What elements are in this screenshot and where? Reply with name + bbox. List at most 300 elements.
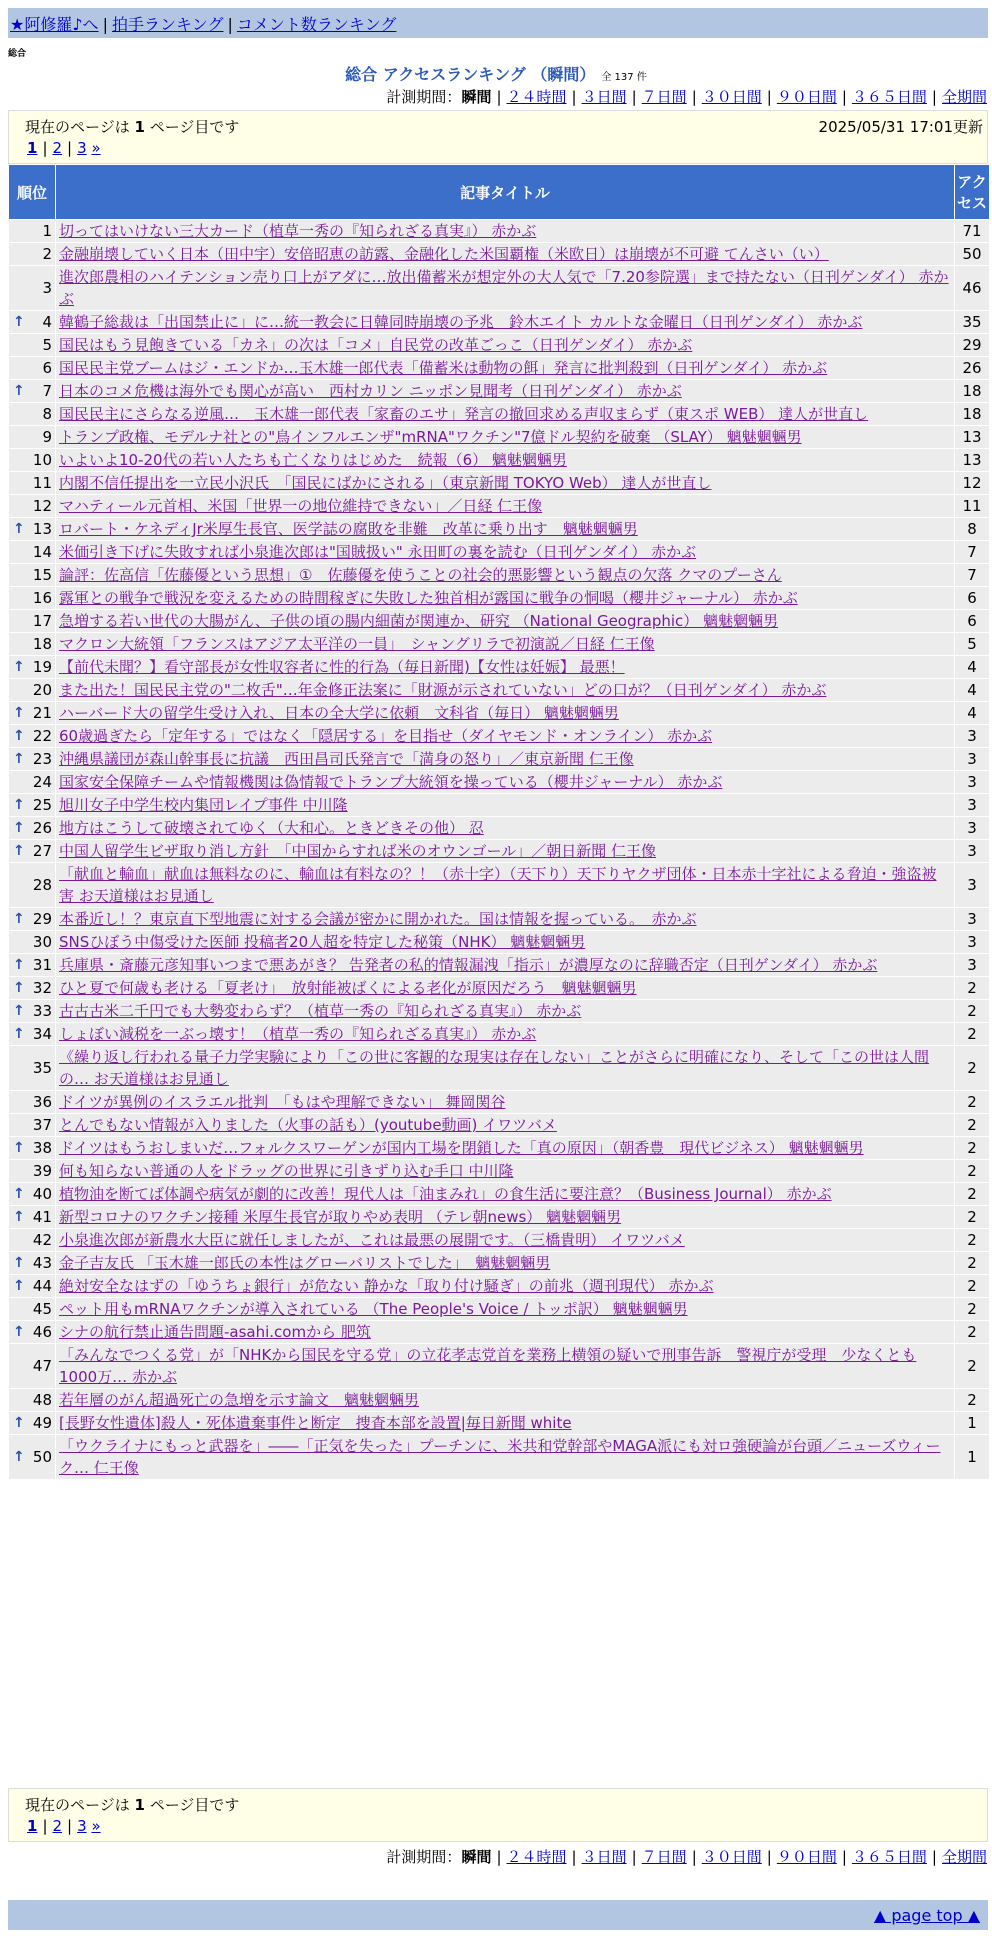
table-row [9,794,989,816]
rank-number: 13 [32,520,52,538]
rank-number: 3 [42,279,52,297]
period-link-0[interactable]: ２４時間 [506,88,567,106]
title-cell [56,702,954,724]
page-link-3[interactable]: 3 [77,139,87,157]
article-link[interactable]: 旭川女子中学生校内集団レイプ事件 中川隆 [59,796,348,814]
table-row [9,840,989,862]
rank-number: 41 [32,1208,52,1226]
rank-cell [9,1252,55,1274]
rank-number: 10 [32,451,52,469]
table-row [9,1114,989,1136]
article-link[interactable]: トランプ政権、モデルナ社との"鳥インフルエンザ"mRNA"ワクチン"7億ドル契約を破棄 （SLAY） 魑魅魍魎男 [59,428,802,446]
page-title [0,62,992,85]
rank-up-icon: ↑ [13,1255,25,1271]
title-cell [56,633,954,655]
rank-cell [9,403,55,425]
article-link[interactable]: 露軍との戦争で戦況を変えるための時間稼ぎに失敗した独首相が露国に戦争の恫喝（櫻井ジャーナル） 赤かぶ [59,589,798,607]
rank-up-icon: ↑ [13,843,25,859]
rank-cell [9,954,55,976]
article-link[interactable]: 米価引き下げに失敗すれば小泉進次郎は"国賊扱い" 永田町の裏を読む（日刊ゲンダイ） 赤かぶ [59,543,697,561]
rank-cell [9,472,55,494]
rank-cell [9,495,55,517]
article-link[interactable]: ドイツはもうおしまいだ…フォルクスワーゲンが国内工場を閉鎖した「真の原因」（朝香豊 現代ビジネス） 魑魅魍魎男 [59,1139,864,1157]
table-row [9,954,989,976]
comment-ranking-link[interactable]: コメント数ランキング [236,15,397,34]
rank-cell [9,840,55,862]
title-cell [56,977,954,999]
table-row [9,1435,989,1479]
rank-number: 14 [32,543,52,561]
title-cell [56,748,954,770]
rank-cell [9,587,55,609]
rank-number: 33 [32,1002,52,1020]
rank-cell [9,1206,55,1228]
rank-up-icon: ↑ [13,521,25,537]
rank-up-icon: ↑ [13,314,25,330]
article-link[interactable]: 中国人留学生ビザ取り消し方針 「中国からすれば米のオウンゴール」／朝日新聞 仁王像 [59,842,656,860]
article-link[interactable]: 日本のコメ危機は海外でも関心が高い 西村カリン ニッポン見聞考（日刊ゲンダイ） 赤かぶ [59,382,682,400]
access-count: 2 [955,1046,989,1090]
rank-up-icon: ↑ [13,1278,25,1294]
article-link[interactable]: 60歳過ぎたら「定年する」ではなく「隠居する」を目指せ（ダイヤモンド・オンライン） 赤かぶ [59,727,713,745]
title-cell [56,1137,954,1159]
table-row [9,495,989,517]
bottom-bar [8,1900,988,1930]
next-page-link[interactable]: » [91,1817,101,1835]
article-link[interactable]: マクロン大統領「フランスはアジア太平洋の一員」 シャングリラで初演説／日経 仁王像 [59,635,655,653]
period-separator: | [841,1848,847,1866]
rank-number: 21 [32,704,52,722]
title-cell [56,1206,954,1228]
table-row [9,1252,989,1274]
title-cell [56,908,954,930]
rank-cell [9,357,55,379]
title-cell [56,266,954,310]
access-count: 2 [955,1229,989,1251]
period-separator: | [931,88,937,106]
period-separator: | [691,88,697,106]
article-link[interactable]: 進次郎農相のハイテンション売り口上がアダに…放出備蓄米が想定外の大人気で「7.20参院選」まで持たない（日刊ゲンダイ） 赤かぶ [59,268,949,308]
title-cell [56,1275,954,1297]
rank-up-icon: ↑ [13,705,25,721]
title-cell [56,610,954,632]
title-cell [56,1252,954,1274]
title-cell [56,817,954,839]
article-link[interactable]: マハティール元首相、米国「世界一の地位維持できない」／日経 仁王像 [59,497,543,515]
rank-number: 9 [42,428,52,446]
title-cell [56,380,954,402]
rank-cell [9,1183,55,1205]
clap-ranking-link[interactable]: 拍手ランキング [111,15,224,34]
access-count: 2 [955,1183,989,1205]
title-cell [56,1298,954,1320]
table-row [9,426,989,448]
access-count: 2 [955,1000,989,1022]
table-row [9,357,989,379]
period-selector-bottom [386,1846,987,1867]
period-link-3[interactable]: ３０日間 [701,1848,762,1866]
title-cell [56,472,954,494]
page-link-2[interactable]: 2 [52,139,63,157]
table-row [9,610,989,632]
table-row [9,656,989,678]
title-cell [56,311,954,333]
table-row [9,1023,989,1045]
table-row [9,1412,989,1434]
access-count: 4 [955,679,989,701]
table-row [9,1344,989,1388]
rank-up-icon: ↑ [13,820,25,836]
title-cell [56,541,954,563]
rank-number: 30 [32,933,52,951]
article-link[interactable]: 「献血と輸血」献血は無料なのに、輸血は有料なの？！（赤十字）（天下り）天下りヤクザ団体・日本赤十字社による脅迫・強盗被害 お天道様はお見通し [59,865,937,905]
ranking-table [8,164,990,1480]
rank-cell [9,1160,55,1182]
article-link[interactable]: 《繰り返し行われる量子力学実験により「この世に客観的な現実は存在しない」ことがさらに明確になり、そして「この世は人間の… お天道様はお見通し [59,1048,930,1088]
access-count: 2 [955,1023,989,1045]
rank-up-icon: ↑ [13,1209,25,1225]
period-separator: | [766,88,772,106]
page-info-number: 1 [134,118,145,136]
rank-cell [9,564,55,586]
period-selector-top [386,86,987,107]
article-link[interactable]: 論評：佐高信「佐藤優という思想」① 佐藤優を使うことの社会的悪影響という観点の欠落 クマのプーさん [59,566,782,584]
page-info-prefix: 現在のページは [25,1796,130,1814]
rank-cell [9,908,55,930]
rank-cell [9,1412,55,1434]
rank-cell [9,541,55,563]
access-count: 12 [955,472,989,494]
table-row [9,403,989,425]
article-link[interactable]: 金融崩壊していく日本（田中宇）安倍昭恵の訪露、金融化した米国覇権（米欧日）は崩壊が不可避 てんさい（い） [59,245,829,263]
article-link[interactable]: 国民はもう見飽きている「カネ」の次は「コメ」自民党の改革ごっこ（日刊ゲンダイ） 赤かぶ [59,336,693,354]
access-count: 7 [955,541,989,563]
article-link[interactable]: 沖縄県議団が森山幹事長に抗議 西田昌司氏発言で「満身の怒り」／東京新聞 仁王像 [59,750,634,768]
rank-up-icon: ↑ [13,659,25,675]
table-row [9,725,989,747]
article-link[interactable]: ひと夏で何歳も老ける「夏老け」 放射能被ばくによる老化が原因だろう 魑魅魍魎男 [59,979,637,997]
article-link[interactable]: 何も知らない普通の人をドラッグの世界に引きずり込む手口 中川隆 [59,1162,514,1180]
access-count: 2 [955,1298,989,1320]
rank-cell [9,725,55,747]
article-link[interactable]: 内閣不信任提出を一立民小沢氏 「国民にばかにされる」（東京新聞 TOKYO Web） 達人が世直し [59,474,712,492]
table-row [9,518,989,540]
title-cell [56,679,954,701]
period-label: 計測期間： [386,88,462,106]
article-link[interactable]: 地方はこうして破壊されてゆく（大和心。ときどきその他） 忍 [59,819,484,837]
period-separator: | [496,1848,502,1866]
page-link-1[interactable]: 1 [27,139,38,157]
article-link[interactable]: シナの航行禁止通告問題-asahi.comから 肥筑 [59,1323,371,1341]
table-row [9,1046,989,1090]
period-link-1[interactable]: ３日間 [581,88,627,106]
period-separator: | [631,88,637,106]
rank-cell [9,1344,55,1388]
table-row [9,1183,989,1205]
rank-number: 20 [32,681,52,699]
period-link-2[interactable]: ７日間 [641,88,687,106]
rank-up-icon: ↑ [13,1140,25,1156]
access-count: 6 [955,587,989,609]
rank-cell [9,1435,55,1479]
period-link-6[interactable]: 全期間 [941,88,987,106]
rank-cell [9,380,55,402]
table-row [9,449,989,471]
rank-number: 35 [32,1059,52,1077]
title-cell [56,403,954,425]
period-link-4[interactable]: ９０日間 [776,1848,837,1866]
rank-up-icon: ↑ [13,1003,25,1019]
rank-up-icon: ↑ [13,751,25,767]
period-link-5[interactable]: ３６５日間 [851,1848,927,1866]
access-count: 6 [955,610,989,632]
title-cell [56,771,954,793]
rank-up-icon: ↑ [13,1186,25,1202]
rank-cell [9,633,55,655]
page-links [27,1817,101,1835]
updated-time: 2025/05/31 17:01更新 [818,118,983,136]
rank-cell [9,931,55,953]
period-link-0[interactable]: ２４時間 [506,1848,567,1866]
period-link-1[interactable]: ３日間 [581,1848,627,1866]
access-count: 3 [955,725,989,747]
period-separator: | [931,1848,937,1866]
rank-up-icon: ↑ [13,797,25,813]
access-count: 2 [955,1137,989,1159]
period-link-6[interactable]: 全期間 [941,1848,987,1866]
table-row [9,817,989,839]
period-separator: | [691,1848,697,1866]
access-count: 46 [955,266,989,310]
rank-up-icon: ↑ [13,1415,25,1431]
page-link-3[interactable]: 3 [77,1817,87,1835]
article-link[interactable]: 古古古米二千円でも大勢変わらず？（植草一秀の『知られざる真実』） 赤かぶ [59,1002,582,1020]
period-link-5[interactable]: ３６５日間 [851,88,927,106]
rank-number: 15 [32,566,52,584]
rank-cell [9,518,55,540]
access-count: 2 [955,1114,989,1136]
table-row [9,266,989,310]
rank-number: 16 [32,589,52,607]
col-rank-header: 順位 [9,165,55,219]
article-link[interactable]: 切ってはいけない三大カード（植草一秀の『知られざる真実』） 赤かぶ [59,222,537,240]
rank-number: 24 [32,773,52,791]
period-link-2[interactable]: ７日間 [641,1848,687,1866]
page-link-1[interactable]: 1 [27,1817,38,1835]
title-cell [56,1183,954,1205]
article-link[interactable]: ロバート・ケネディJr米厚生長官、医学誌の腐敗を非難 改革に乗り出す 魑魅魍魎男 [59,520,638,538]
table-header-row [9,165,989,219]
rank-number: 49 [32,1414,52,1432]
rank-cell [9,1137,55,1159]
table-row [9,1298,989,1320]
table-row [9,220,989,242]
page-info-number: 1 [134,1796,145,1814]
title-cell [56,426,954,448]
table-row [9,587,989,609]
table-row [9,1229,989,1251]
page-info-suffix: ページ目です [149,1796,240,1814]
article-link[interactable]: 急増する若い世代の大腸がん、子供の頃の腸内細菌が関連か、研究 （National Geographic） 魑魅魍魎男 [59,612,779,630]
article-link[interactable]: 小泉進次郎が新農水大臣に就任しましたが、これは最悪の展開です。（三橋貴明） イワツバメ [59,1231,685,1249]
rank-up-icon: ↑ [13,728,25,744]
article-link[interactable]: とんでもない情報が入りました（火事の話も）(youtube動画) イワツバメ [59,1116,557,1134]
article-link[interactable]: 「ウクライナにもっと武器を」――「正気を失った」プーチンに、米共和党幹部やMAGA派にも対ロ強硬論が台頭／ニューズウィーク… 仁王像 [59,1437,941,1477]
period-separator: | [571,1848,577,1866]
rank-cell [9,449,55,471]
rank-cell [9,748,55,770]
page-separator: | [67,139,73,157]
next-page-link[interactable]: » [91,139,101,157]
table-row [9,472,989,494]
rank-number: 5 [42,336,52,354]
rank-number: 4 [42,313,52,331]
rank-number: 48 [32,1391,52,1409]
article-link[interactable]: 国家安全保障チームや情報機関は偽情報でトランプ大統領を操っている（櫻井ジャーナル） 赤かぶ [59,773,723,791]
article-link[interactable]: [長野女性遺体]殺人・死体遺棄事件と断定 捜査本部を設置|毎日新聞 white [59,1414,572,1432]
rank-up-icon: ↑ [13,383,25,399]
rank-number: 37 [32,1116,52,1134]
page-title-text: 総合 アクセスランキング （瞬間） [345,65,596,84]
table-row [9,243,989,265]
article-link[interactable]: 兵庫県・斎藤元彦知事いつまで悪あがき？ 告発者の私的情報漏洩「指示」が濃厚なのに辞職否定（日刊ゲンダイ） 赤かぶ [59,956,878,974]
title-cell [56,1114,954,1136]
rank-number: 25 [32,796,52,814]
rank-number: 8 [42,405,52,423]
period-separator: | [631,1848,637,1866]
access-count: 1 [955,1435,989,1479]
article-link[interactable]: ペット用もmRNAワクチンが導入されている （The People's Voice / トッポ訳） 魑魅魍魎男 [59,1300,688,1318]
title-cell [56,334,954,356]
rank-number: 26 [32,819,52,837]
title-cell [56,1023,954,1045]
rank-cell [9,243,55,265]
access-count: 3 [955,794,989,816]
rank-cell [9,266,55,310]
title-cell [56,243,954,265]
article-link[interactable]: 本番近し！？東京直下型地震に対する会議が密かに開かれた。国は情報を握っている。 赤かぶ [59,910,697,928]
rank-cell [9,977,55,999]
article-link[interactable]: 植物油を断てば体調や病気が劇的に改善！現代人は「油まみれ」の食生活に要注意？（Business Journal） 赤かぶ [59,1185,832,1203]
section-label: 総合 [8,49,27,59]
table-row [9,1137,989,1159]
access-count: 3 [955,863,989,907]
article-link[interactable]: 国民民主党ブームはジ・エンドか…玉木雄一郎代表「備蓄米は動物の餌」発言に批判殺到（日刊ゲンダイ） 赤かぶ [59,359,828,377]
article-link[interactable]: 「みんなでつくる党」が「NHKから国民を守る党」の立花孝志党首を業務上横領の疑いで刑事告訴 警視庁が受理 少なくとも1000万… 赤かぶ [59,1346,917,1386]
rank-number: 32 [32,979,52,997]
rank-cell [9,656,55,678]
rank-number: 38 [32,1139,52,1157]
title-cell [56,220,954,242]
page-info-prefix: 現在のページは [25,118,130,136]
rank-cell [9,1000,55,1022]
access-count: 5 [955,633,989,655]
article-link[interactable]: 【前代未聞？】看守部長が女性収容者に性的行為（毎日新聞)【女性は妊娠】 最悪！ [59,658,625,676]
article-link[interactable]: ドイツが異例のイスラエル批判 「もはや理解できない」 舞岡関谷 [59,1093,506,1111]
table-row [9,748,989,770]
table-row [9,679,989,701]
title-cell [56,1046,954,1090]
rank-cell [9,1114,55,1136]
rank-cell [9,334,55,356]
period-label: 計測期間： [386,1848,462,1866]
access-count: 8 [955,518,989,540]
table-row [9,1160,989,1182]
table-row [9,1206,989,1228]
period-link-4[interactable]: ９０日間 [776,88,837,106]
article-link[interactable]: ハーバード大の留学生受け入れ、日本の全大学に依頼 文科省（毎日） 魑魅魍魎男 [59,704,619,722]
pager-bottom [8,1788,988,1842]
period-separator: | [496,88,502,106]
article-link[interactable]: 若年層のがん超過死亡の急増を示す論文 魑魅魍魎男 [59,1391,420,1409]
page-top-link[interactable]: ▲ page top ▲ [873,1906,980,1925]
rank-number: 43 [32,1254,52,1272]
rank-number: 42 [32,1231,52,1249]
article-link[interactable]: 絶対安全なはずの「ゆうちょ銀行」が危ない 静かな「取り付け騒ぎ」の前兆（週刊現代） 赤かぶ [59,1277,714,1295]
table-row [9,1275,989,1297]
page-link-2[interactable]: 2 [52,1817,63,1835]
article-link[interactable]: しょぼい減税を一ぶっ壊す！（植草一秀の『知られざる真実』） 赤かぶ [59,1025,537,1043]
article-link[interactable]: 国民民主にさらなる逆風… 玉木雄一郎代表「家畜のエサ」発言の撤回求める声収まらず（東スポ WEB） 達人が世直し [59,405,869,423]
table-row [9,908,989,930]
rank-number: 46 [32,1323,52,1341]
title-cell [56,931,954,953]
access-count: 3 [955,908,989,930]
title-cell [56,1321,954,1343]
rank-number: 12 [32,497,52,515]
access-count: 2 [955,1321,989,1343]
article-link[interactable]: SNSひぼう中傷受けた医師 投稿者20人超を特定した秘策（NHK） 魑魅魍魎男 [59,933,586,951]
rank-cell [9,863,55,907]
access-count: 3 [955,840,989,862]
title-cell [56,794,954,816]
rank-cell [9,1046,55,1090]
rank-number: 2 [42,245,52,263]
access-count: 13 [955,449,989,471]
period-link-3[interactable]: ３０日間 [701,88,762,106]
home-link[interactable]: ★阿修羅♪へ [10,15,99,34]
table-row [9,1321,989,1343]
page-info-suffix: ページ目です [149,118,240,136]
article-link[interactable]: また出た！国民民主党の"二枚舌"…年金修正法案に「財源が示されていない」どの口が？（日刊ゲンダイ） 赤かぶ [59,681,827,699]
title-cell [56,656,954,678]
title-cell [56,1389,954,1411]
article-link[interactable]: 金子吉友氏 「玉木雄一郎氏の本性はグローバリストでした」 魑魅魍魎男 [59,1254,551,1272]
top-nav-bar [8,8,988,38]
access-count: 3 [955,748,989,770]
table-row [9,334,989,356]
rank-cell [9,220,55,242]
table-row [9,541,989,563]
access-count: 11 [955,495,989,517]
rank-cell [9,702,55,724]
rank-cell [9,679,55,701]
access-count: 4 [955,702,989,724]
rank-cell [9,426,55,448]
title-cell [56,840,954,862]
article-link[interactable]: 韓鶴子総裁は「出国禁止に」に…統一教会に日韓同時崩壊の予兆 鈴木エイト カルトな金曜日（日刊ゲンダイ） 赤かぶ [59,313,863,331]
col-title-header: 記事タイトル [56,165,954,219]
access-count: 1 [955,1412,989,1434]
rank-cell [9,1229,55,1251]
article-link[interactable]: 新型コロナのワクチン接種 米厚生長官が取りやめ表明 （テレ朝news） 魑魅魍魎男 [59,1208,622,1226]
rank-number: 29 [32,910,52,928]
table-row [9,1000,989,1022]
rank-number: 22 [32,727,52,745]
title-cell [56,1344,954,1388]
article-link[interactable]: いよいよ10-20代の若い人たちも亡くなりはじめた 続報（6） 魑魅魍魎男 [59,451,567,469]
access-count: 2 [955,1160,989,1182]
